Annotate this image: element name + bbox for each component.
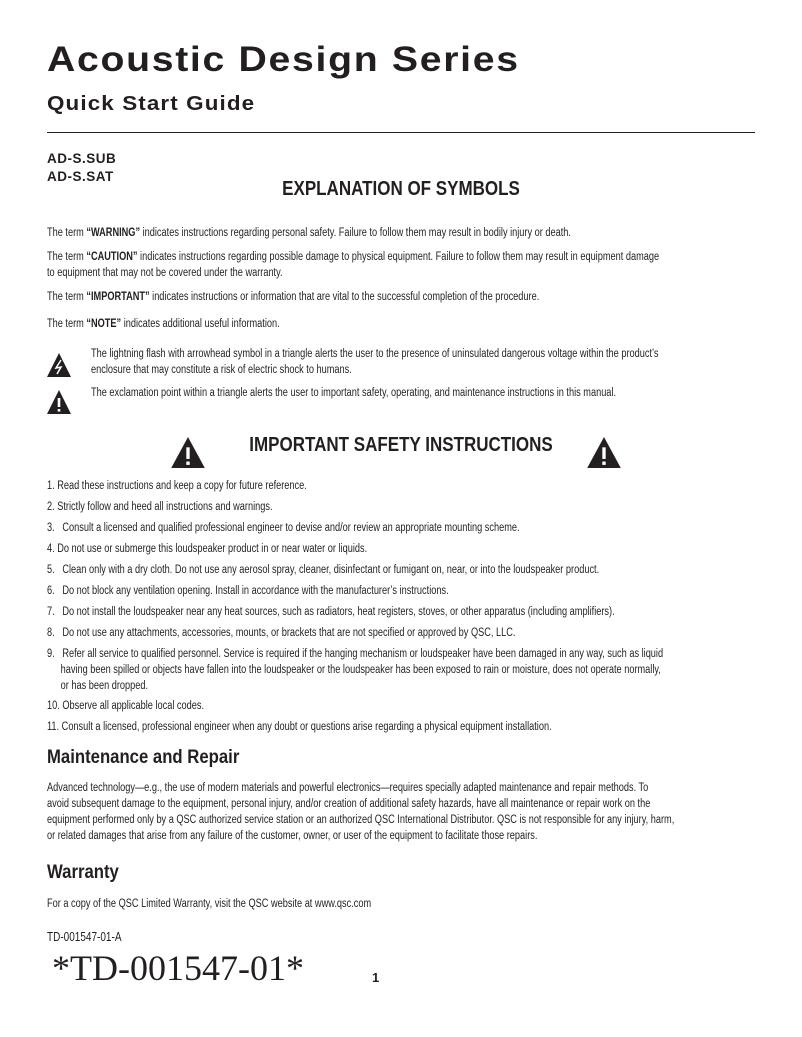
text-line: avoid subsequent damage to the equipment, personal injury, and/or creation of additional safety hazards, have all maintenance or repair work on the bbox=[47, 798, 651, 810]
list-text: Consult a licensed, professional engineer when any doubt or questions arise regarding a physical equipment installation. bbox=[61, 721, 552, 733]
text-line: Advanced technology—e.g., the use of modern materials and powerful electronics—requires specially adapted maintenance and repair methods. To bbox=[47, 782, 649, 794]
term-prefix: The term bbox=[47, 291, 87, 303]
text-line: or related damages that arise from any failure of the customer, owner, or user of the equipment to facilitate those repairs. bbox=[47, 830, 538, 842]
maintenance-heading: Maintenance and Repair bbox=[47, 747, 240, 768]
list-text: Observe all applicable local codes. bbox=[62, 700, 205, 712]
term-prefix: The term bbox=[47, 251, 87, 263]
list-number: 1. bbox=[47, 480, 55, 492]
symbols-heading: EXPLANATION OF SYMBOLS bbox=[282, 178, 520, 200]
term-text: indicates additional useful information. bbox=[121, 318, 280, 330]
list-number: 6. bbox=[47, 585, 55, 597]
text-line: The lightning flash with arrowhead symbol in a triangle alerts the user to the presence of uninsulated dangerous voltage within the product’s bbox=[91, 348, 659, 360]
divider bbox=[47, 132, 755, 133]
text-line: enclosure that may constitute a risk of electric shock to humans. bbox=[91, 364, 352, 376]
list-text: having been spilled or objects have fallen into the loudspeaker or the loudspeaker has been exposed to rain or moisture, does not operate normally, bbox=[60, 664, 661, 676]
term-label: “IMPORTANT” bbox=[86, 291, 150, 303]
warranty-heading: Warranty bbox=[47, 862, 119, 883]
list-number: 4. bbox=[47, 543, 55, 555]
list-number: 8. bbox=[47, 627, 55, 639]
list-number: 11. bbox=[47, 721, 60, 733]
document-subtitle: Quick Start Guide bbox=[47, 93, 256, 115]
list-number: 5. bbox=[47, 564, 55, 576]
exclamation-warning-icon bbox=[587, 437, 621, 468]
list-item bbox=[47, 583, 449, 599]
term-prefix: The term bbox=[47, 318, 87, 330]
list-text: Clean only with a dry cloth. Do not use any aerosol spray, cleaner, disinfectant or fumigant on, near, or into the loudspeaker product. bbox=[62, 564, 600, 576]
term-warning bbox=[47, 225, 571, 241]
list-text: Read these instructions and keep a copy for future reference. bbox=[57, 480, 307, 492]
list-text: Do not use or submerge this loudspeaker product in or near water or liquids. bbox=[57, 543, 368, 555]
term-label: “CAUTION” bbox=[86, 251, 138, 263]
warranty-text: For a copy of the QSC Limited Warranty, visit the QSC website at www.qsc.com bbox=[47, 898, 372, 910]
term-important bbox=[47, 289, 539, 305]
lightning-description bbox=[91, 346, 659, 378]
list-text: Do not block any ventilation opening. Install in accordance with the manufacturer’s instructions. bbox=[62, 585, 449, 597]
list-number: 3. bbox=[47, 522, 55, 534]
list-text: or has been dropped. bbox=[60, 680, 149, 692]
list-text: Consult a licensed and qualified professional engineer to devise and/or review an appropriate mounting scheme. bbox=[62, 522, 520, 534]
list-text: Refer all service to qualified personnel. Service is required if the hanging mechanism or loudspeaker have been damaged in any way, such as liquid bbox=[62, 648, 664, 660]
list-text: Strictly follow and heed all instructions and warnings. bbox=[57, 501, 273, 513]
term-note bbox=[47, 316, 280, 332]
list-item bbox=[47, 541, 367, 557]
safety-heading: IMPORTANT SAFETY INSTRUCTIONS bbox=[249, 434, 553, 456]
term-text: indicates instructions regarding personal safety. Failure to follow them may result in bodily injury or death. bbox=[140, 227, 571, 239]
document-title: Acoustic Design Series bbox=[47, 40, 520, 79]
term-caution bbox=[47, 249, 659, 281]
term-label: “WARNING” bbox=[86, 227, 141, 239]
maintenance-paragraph bbox=[47, 780, 674, 844]
list-number: 9. bbox=[47, 648, 55, 660]
list-text: Do not use any attachments, accessories, mounts, or brackets that are not specified or approved by QSC, LLC. bbox=[62, 627, 516, 639]
list-item bbox=[47, 478, 307, 494]
list-item bbox=[47, 562, 599, 578]
term-label: “NOTE” bbox=[86, 318, 122, 330]
text-line: equipment performed only by a QSC authorized service station or an authorized QSC International Distributor. QSC is not responsible for any injury, harm, bbox=[47, 814, 675, 826]
document-id: TD-001547-01-A bbox=[47, 930, 122, 944]
list-item bbox=[47, 520, 520, 536]
exclamation-description: The exclamation point within a triangle alerts the user to important safety, operating, and maintenance instructions in this manual. bbox=[91, 387, 617, 399]
list-item bbox=[47, 719, 552, 735]
list-item bbox=[47, 604, 615, 620]
list-number: 10. bbox=[47, 700, 60, 712]
list-number: 2. bbox=[47, 501, 55, 513]
list-item bbox=[47, 646, 663, 694]
list-number: 7. bbox=[47, 606, 55, 618]
list-text: Do not install the loudspeaker near any heat sources, such as radiators, heat registers, stoves, or other apparatus (including amplifiers). bbox=[62, 606, 615, 618]
page-number: 1 bbox=[372, 970, 380, 985]
exclamation-warning-icon bbox=[46, 389, 72, 415]
term-text: to equipment that may not be covered under the warranty. bbox=[47, 267, 283, 279]
model-name: AD-S.SUB bbox=[47, 151, 117, 166]
lightning-warning-icon bbox=[46, 352, 72, 378]
term-prefix: The term bbox=[47, 227, 87, 239]
term-text: indicates instructions or information that are vital to the successful completion of the procedure. bbox=[149, 291, 540, 303]
list-item bbox=[47, 499, 273, 515]
barcode-text: *TD-001547-01* bbox=[52, 948, 304, 988]
model-name: AD-S.SAT bbox=[47, 169, 114, 184]
list-item bbox=[47, 698, 204, 714]
term-text: indicates instructions regarding possible damage to physical equipment. Failure to follow them may result in equipment damage bbox=[137, 251, 660, 263]
list-item bbox=[47, 625, 515, 641]
